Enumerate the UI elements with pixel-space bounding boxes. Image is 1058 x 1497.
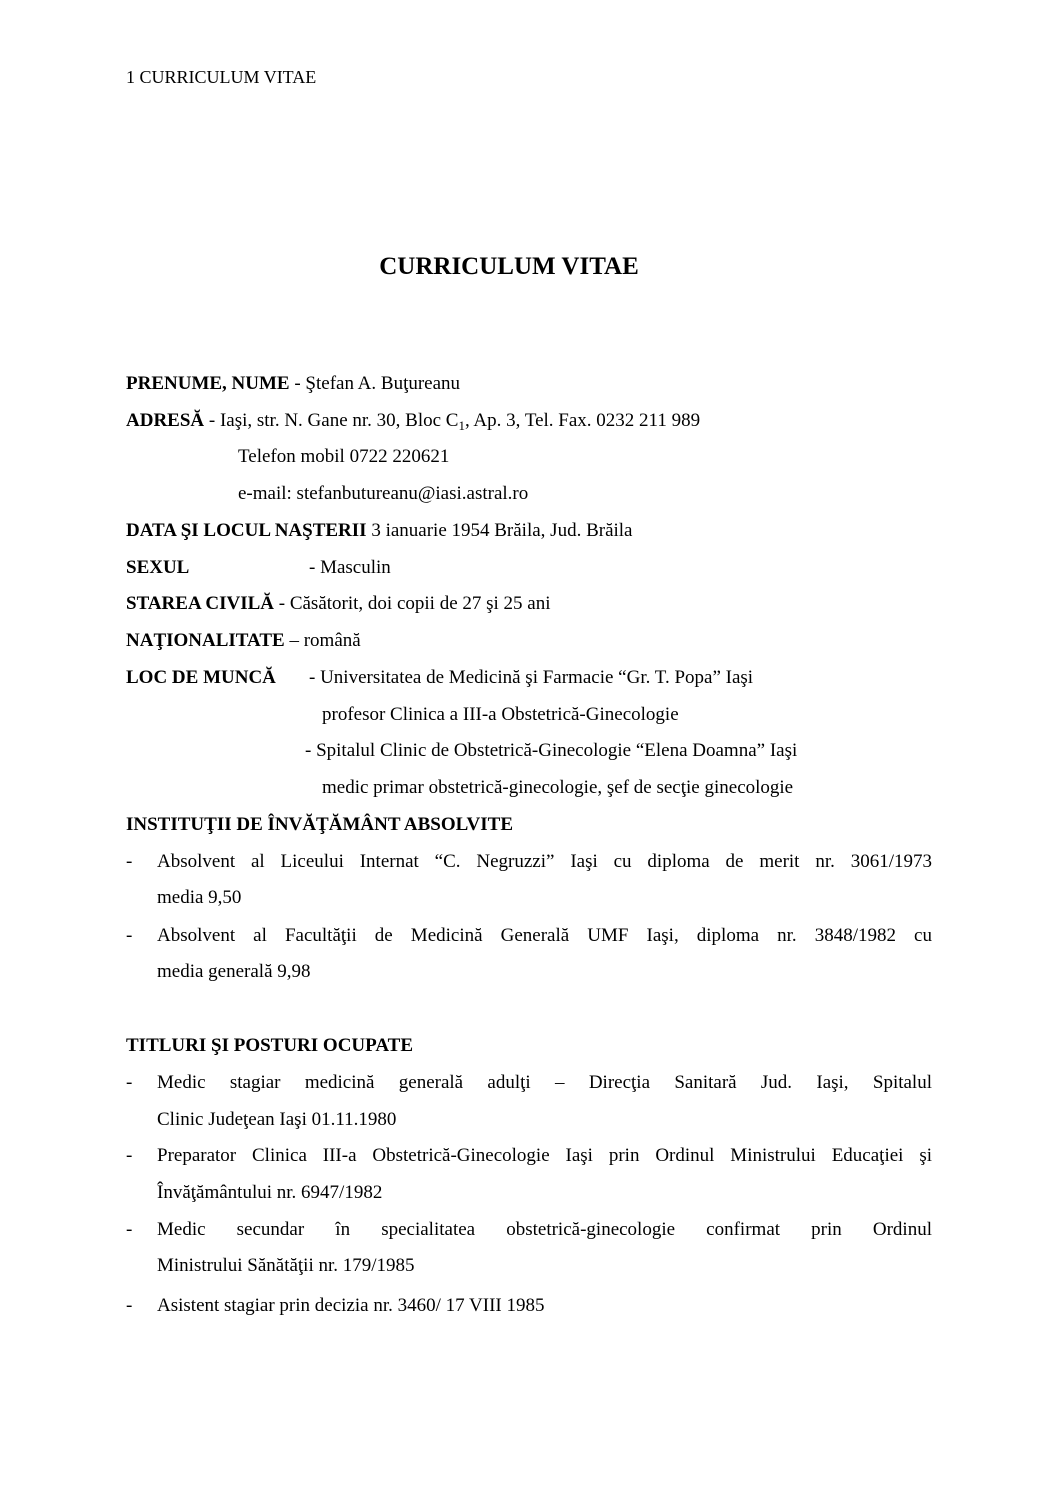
- nationality-row: [126, 631, 361, 650]
- document-title: CURRICULUM VITAE: [379, 253, 639, 280]
- address-text: - Iaşi, str. N. Gane nr. 30, Bloc C: [204, 410, 459, 431]
- civil-row: [126, 594, 551, 613]
- nationality-label: NAŢIONALITATE: [126, 630, 285, 651]
- name-row: [126, 374, 460, 393]
- bullet-dash: -: [126, 925, 133, 946]
- address-label: ADRESĂ: [126, 410, 205, 431]
- name-value: - Ştefan A. Buţureanu: [289, 373, 461, 394]
- nationality-value: – română: [284, 630, 361, 651]
- education-item-line-1: Absolvent al Facultăţii de Medicină Generală UMF Iaşi, diploma nr. 3848/1982 cu: [157, 925, 932, 946]
- birth-row: [126, 521, 633, 540]
- position-item-line-1: Preparator Clinica III-a Obstetrică-Ginecologie Iaşi prin Ordinul Ministrului Educaţiei şi: [157, 1145, 932, 1166]
- civil-value: - Căsătorit, doi copii de 27 şi 25 ani: [274, 593, 551, 614]
- sex-row: [126, 558, 189, 577]
- bullet-dash: -: [126, 851, 133, 872]
- birth-value: 3 ianuarie 1954 Brăila, Jud. Brăila: [366, 520, 633, 541]
- education-heading: INSTITUŢII DE ÎNVĂŢĂMÂNT ABSOLVITE: [126, 814, 513, 835]
- position-item-line-1: Medic secundar în specialitatea obstetrică-ginecologie confirmat prin Ordinul: [157, 1219, 932, 1240]
- address-text-end: , Ap. 3, Tel. Fax. 0232 211 989: [464, 410, 701, 431]
- education-item-line-2: media generală 9,98: [157, 961, 311, 982]
- work-row: [126, 668, 276, 687]
- birth-label: DATA ŞI LOCUL NAŞTERII: [126, 520, 367, 541]
- bullet-dash: -: [126, 1295, 133, 1316]
- name-label: PRENUME, NUME: [126, 373, 290, 394]
- work-line-1: - Universitatea de Medicină şi Farmacie “Gr. T. Popa” Iaşi: [309, 667, 754, 688]
- position-item-line-2: Ministrului Sănătăţii nr. 179/1985: [157, 1255, 415, 1276]
- bullet-dash: -: [126, 1219, 133, 1240]
- position-item-line-1: Medic stagiar medicină generală adulţi – Direcţia Sanitară Jud. Iaşi, Spitalul: [157, 1072, 932, 1093]
- positions-heading: TITLURI ŞI POSTURI OCUPATE: [126, 1035, 413, 1056]
- bullet-dash: -: [126, 1145, 133, 1166]
- sex-value: - Masculin: [309, 557, 391, 578]
- position-item-line-2: Clinic Judeţean Iaşi 01.11.1980: [157, 1109, 397, 1130]
- address-value: [204, 410, 700, 431]
- position-item-line-2: Învăţământului nr. 6947/1982: [157, 1182, 383, 1203]
- sex-label: SEXUL: [126, 557, 190, 578]
- email-address: e-mail: stefanbutureanu@iasi.astral.ro: [238, 483, 529, 504]
- work-line-3: - Spitalul Clinic de Obstetrică-Ginecologie “Elena Doamna” Iaşi: [305, 740, 798, 761]
- page-header: 1 CURRICULUM VITAE: [126, 67, 317, 87]
- education-item-line-2: media 9,50: [157, 887, 242, 908]
- work-line-4: medic primar obstetrică-ginecologie, şef de secţie ginecologie: [322, 777, 794, 798]
- position-item-line-1: Asistent stagiar prin decizia nr. 3460/ 17 VIII 1985: [157, 1295, 545, 1316]
- bullet-dash: -: [126, 1072, 133, 1093]
- civil-label: STAREA CIVILĂ: [126, 593, 274, 614]
- address-subscript: 1: [458, 418, 465, 433]
- address-row: [126, 410, 701, 433]
- work-line-2: profesor Clinica a III-a Obstetrică-Ginecologie: [322, 704, 679, 725]
- education-item-line-1: Absolvent al Liceului Internat “C. Negruzzi” Iaşi cu diploma de merit nr. 3061/1973: [157, 851, 932, 872]
- work-label: LOC DE MUNCĂ: [126, 667, 276, 688]
- mobile-phone: Telefon mobil 0722 220621: [238, 446, 450, 467]
